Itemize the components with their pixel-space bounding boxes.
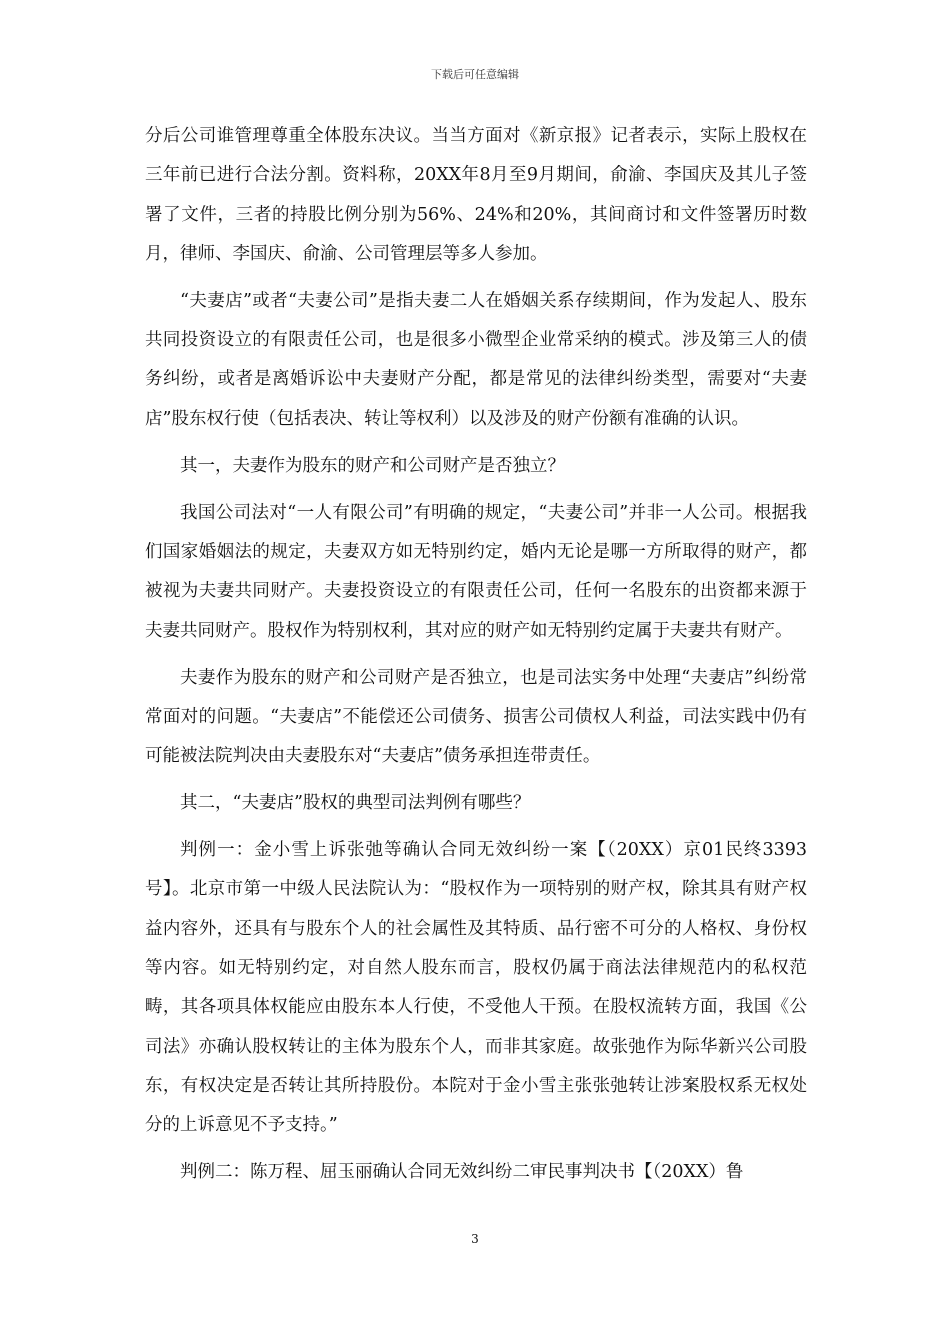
paragraph: “夫妻店”或者“夫妻公司”是指夫妻二人在婚姻关系存续期间，作为发起人、股东共同投资设立的有限责任公司，也是很多小微型企业常采纳的模式。涉及第三人的债务纠纷，或者是离婚诉讼中夫妻财产分配，都是常见的法律纠纷类型，需要对“夫妻店”股东权行使（包括表决、转让等权利）以及涉及的财产份额有准确的认识。 bbox=[145, 290, 807, 429]
paragraph: 我国公司法对“一人有限公司”有明确的规定，“夫妻公司”并非一人公司。根据我们国家婚姻法的规定，夫妻双方如无特别约定，婚内无论是哪一方所取得的财产，都被视为夫妻共同财产。夫妻投资设立的有限责任公司，任何一名股东的出资都来源于夫妻共同财产。股权作为特别权利，其对应的财产如无特别约定属于夫妻共有财产。 bbox=[145, 502, 807, 641]
paragraph: 分后公司谁管理尊重全体股东决议。当当方面对《新京报》记者表示，实际上股权在三年前已进行合法分割。资料称，20XX年8月至9月期间，俞渝、李国庆及其儿子签署了文件，三者的持股比例分别为56%、24%和20%，其间商讨和文件签署历时数月，律师、李国庆、俞渝、公司管理层等多人参加。 bbox=[145, 126, 807, 264]
paragraph: 夫妻作为股东的财产和公司财产是否独立，也是司法实务中处理“夫妻店”纠纷常常面对的问题。“夫妻店”不能偿还公司债务、损害公司债权人利益，司法实践中仍有可能被法院判决由夫妻股东对“夫妻店”债务承担连带责任。 bbox=[145, 667, 807, 767]
document-body bbox=[145, 117, 807, 1200]
section-heading: 其一，夫妻作为股东的财产和公司财产是否独立？ bbox=[180, 455, 565, 476]
paragraph: 判例二：陈万程、屈玉丽确认合同无效纠纷二审民事判决书【（20XX）鲁 bbox=[180, 1162, 744, 1183]
page-header: 下载后可任意编辑 bbox=[431, 68, 519, 81]
section-heading: 其二，“夫妻店”股权的典型司法判例有哪些？ bbox=[180, 793, 531, 814]
page-number: 3 bbox=[471, 1232, 479, 1246]
paragraph: 判例一：金小雪上诉张弛等确认合同无效纠纷一案【（20XX）京01民终3393号】。北京市第一中级人民法院认为：“股权作为一项特别的财产权，除其具有财产权益内容外，还具有与股东个人的社会属性及其特质、品行密不可分的人格权、身份权等内容。如无特别约定，对自然人股东而言，股权仍属于商法法律规范内的私权范畴，其各项具体权能应由股东本人行使，不受他人干预。在股权流转方面，我国《公司法》亦确认股权转让的主体为股东个人，而非其家庭。故张弛作为际华新兴公司股东，有权决定是否转让其所持股份。本院对于金小雪主张张弛转让涉案股权系无权处分的上诉意见不予支持。” bbox=[145, 840, 807, 1136]
